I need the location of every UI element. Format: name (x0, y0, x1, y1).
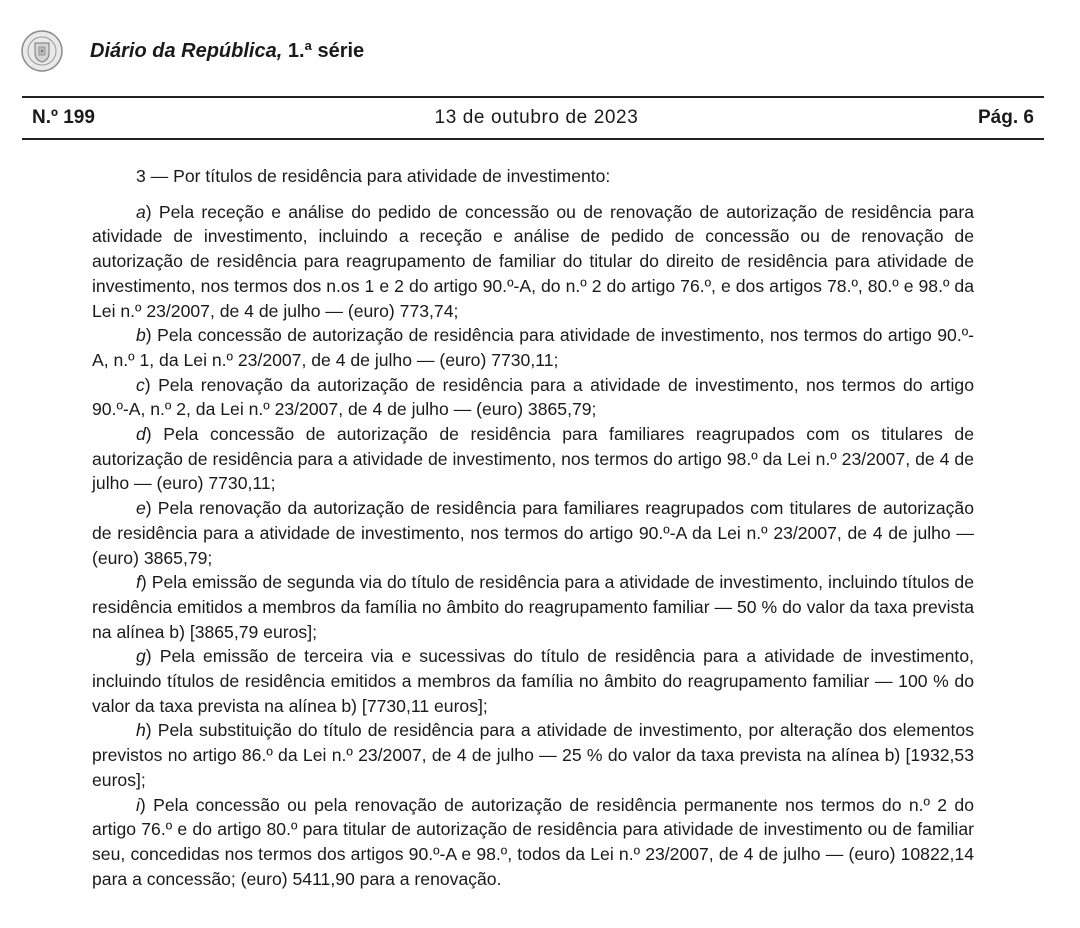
item-text: ) Pela renovação da autorização de residência para a atividade de investimento, nos termos do artigo 90.º-A, n.º 2, da Lei n.º 23/2007, de 4 de julho — (euro) 3865,79; (92, 374, 974, 420)
item-letter: e (136, 498, 146, 519)
masthead (20, 28, 364, 74)
section-heading: 3 — Por títulos de residência para atividade de investimento: (136, 166, 611, 186)
item-text: ) Pela concessão de autorização de residência para familiares reagrupados com os titulares de autorização de residência para a atividade de investimento, nos termos do artigo 98.º da Lei n.º 23/2007, de 4 de julho — (euro) 7730,11; (92, 424, 974, 494)
item-text: ) Pela emissão de segunda via do título de residência para a atividade de investimento, incluindo títulos de residência emitidos a membros da família no âmbito do reagrupamento familiar — 50 % do valor da taxa prevista na alínea b) [3865,79 euros]; (92, 572, 974, 642)
item-text: ) Pela emissão de terceira via e sucessivas do título de residência para a atividade de investimento, incluindo títulos de residência emitidos a membros da família no âmbito do reagrupamento familiar — 100 % do valor da taxa prevista na alínea b) [7730,11 euros]; (92, 646, 974, 716)
list-item (92, 200, 974, 324)
list-item (92, 373, 974, 422)
issue-date: 13 de outubro de 2023 (434, 107, 639, 128)
coat-of-arms-seal-icon (20, 29, 64, 73)
issue-number: N.º 199 (32, 107, 95, 128)
list-item (92, 496, 974, 570)
item-text: ) Pela concessão de autorização de residência para atividade de investimento, nos termos do artigo 90.º-A, n.º 1, da Lei n.º 23/2007, de 4 de julho — (euro) 7730,11; (92, 325, 974, 370)
list-item (92, 793, 974, 892)
list-item (92, 570, 974, 644)
list-item (92, 644, 974, 718)
list-item (92, 323, 974, 372)
journal-name: Diário da República, (90, 39, 283, 62)
item-letter: f (136, 572, 141, 593)
issue-header-bar (22, 96, 1044, 140)
item-letter: h (136, 720, 146, 741)
list-item (92, 718, 974, 792)
item-letter: d (136, 424, 146, 445)
item-letter: i (136, 794, 140, 815)
item-letter: b (136, 325, 146, 346)
document-body (92, 164, 974, 891)
item-text: ) Pela receção e análise do pedido de concessão ou de renovação de autorização de residência para atividade de investimento, incluindo a receção e análise de pedido de concessão ou de renovação de autorização de residência para reagrupamento de familiar do titular do direito de residência para atividade de investimento, nos termos dos n.os 1 e 2 do artigo 90.º-A, do n.º 2 do artigo 76.º, e dos artigos 78.º, 80.º e 98.º da Lei n.º 23/2007, de 4 de julho — (euro) 773,74; (92, 201, 974, 321)
list-item (92, 422, 974, 496)
item-letter: g (136, 646, 146, 667)
journal-series: 1.ª série (287, 39, 365, 62)
page-number: Pág. 6 (978, 107, 1034, 128)
item-text: ) Pela concessão ou pela renovação de autorização de residência permanente nos termos do n.º 2 do artigo 76.º e do artigo 80.º para titular de autorização de residência para atividade de investimento ou de familiar seu, concedidas nos termos dos artigos 90.º-A e 98.º, todos da Lei n.º 23/2007, de 4 de julho — (euro) 10822,14 para a concessão; (euro) 5411,90 para a renovação. (92, 794, 974, 889)
item-letter: c (136, 374, 145, 395)
journal-title (90, 40, 364, 63)
item-text: ) Pela renovação da autorização de residência para familiares reagrupados com titulares de autorização de residência para a atividade de investimento, nos termos do artigo 90.º-A da Lei n.º 23/2007, de 4 de julho — (euro) 3865,79; (92, 498, 974, 568)
item-letter: a (136, 201, 146, 222)
item-text: ) Pela substituição do título de residência para a atividade de investimento, por alteração dos elementos previstos no artigo 86.º da Lei n.º 23/2007, de 4 de julho — 25 % do valor da taxa prevista na alínea b) [1932,53 euros]; (92, 720, 974, 790)
